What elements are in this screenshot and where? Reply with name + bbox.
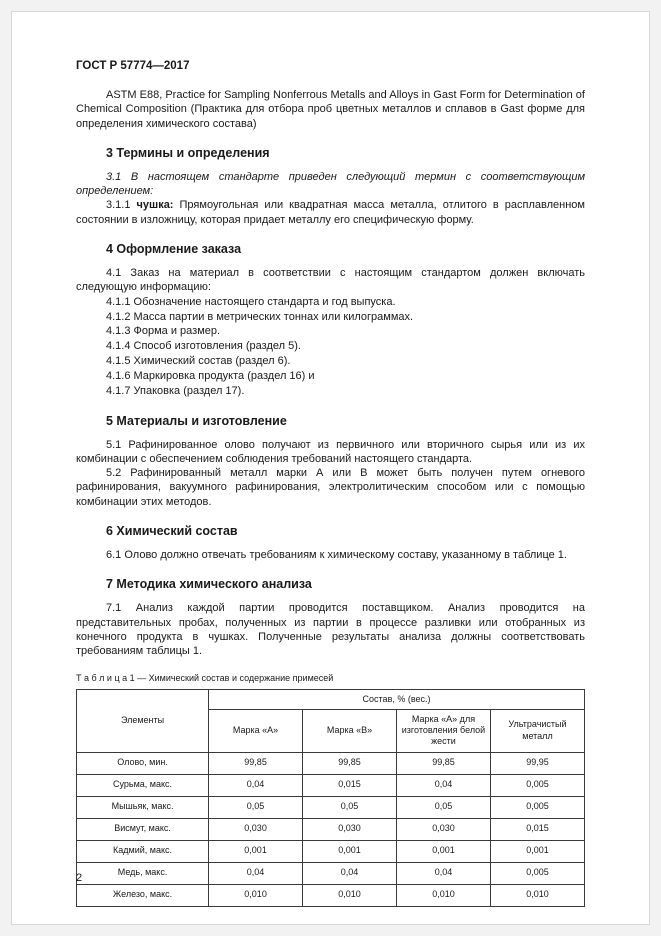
list-item-4-1-5: 4.1.5 Химический состав (раздел 6). [106,355,291,368]
table-cell: 0,010 [490,884,584,906]
table-cell: 0,04 [397,862,491,884]
list-item-4-1-4: 4.1.4 Способ изготовления (раздел 5). [106,340,301,353]
table-cell: Мышьяк, макс. [77,796,209,818]
section-6-title: 6 Химический состав [106,524,238,539]
table-row [77,774,585,796]
paragraph-7-1: 7.1 Анализ каждой партии проводится поставщиком. Анализ проводится на представительных пробах, полученных из партии в процессе разливки или отобранных из конечного продукта в чушках. Полученные результаты анализа должны соответствовать требованиям таблицы 1. [76,602,585,658]
column-header-grade-b: Марка «В» [303,709,397,752]
list-item-4-1-3: 4.1.3 Форма и размер. [106,325,221,338]
table-cell: 0,015 [490,818,584,840]
table-cell: 99,85 [303,752,397,774]
table-cell: 0,030 [209,818,303,840]
table-cell: 0,04 [209,774,303,796]
list-item-4-1-6: 4.1.6 Маркировка продукта (раздел 16) и [106,369,315,382]
table-cell: 0,005 [490,774,584,796]
paragraph-6-1: 6.1 Олово должно отвечать требованиям к химическому составу, указанному в таблице 1. [106,549,567,562]
clause-number: 3.1.1 [106,199,137,212]
table-cell: 0,005 [490,796,584,818]
table-cell: Сурьма, макс. [77,774,209,796]
section-4-title: 4 Оформление заказа [106,242,242,257]
column-group-header: Состав, % (вес.) [209,689,585,709]
table-cell: 0,001 [490,840,584,862]
table-cell: 0,015 [303,774,397,796]
table-cell: Железо, макс. [77,884,209,906]
section-7-title: 7 Методика химического анализа [106,577,312,592]
table-cell: 0,010 [303,884,397,906]
term-definition: Прямоугольная или квадратная масса металла, отлитого в расплавленном состоянии в изложницу, которая придает металлу его специфическую форму. [76,199,585,226]
intro-paragraph: ASTM E88, Practice for Sampling Nonferrous Metalls and Alloys in Gast Form for Determination of Chemical Composition (Практика для отбора проб цветных металлов и сплавов в Gast форме для определения химического состава) [76,89,585,130]
table-cell: 0,05 [209,796,303,818]
paragraph-4-1: 4.1 Заказ на материал в соответствии с настоящим стандартом должен включать следующую информацию: [76,267,585,294]
chemical-composition-table [76,689,585,907]
table-cell: 0,04 [303,862,397,884]
table-cell: 0,05 [397,796,491,818]
table-cell: 0,04 [209,862,303,884]
page-number: 2 [76,872,83,884]
table-cell: 0,010 [397,884,491,906]
paragraph-5-1: 5.1 Рафинированное олово получают из первичного или вторичного сырья или из их комбинации с обеспечением соблюдения требований настоящего стандарта. [76,438,585,465]
table-row [77,840,585,862]
list-item-4-1-2: 4.1.2 Масса партии в метрических тоннах или килограммах. [106,310,414,323]
table-cell: Кадмий, макс. [77,840,209,862]
standard-number-header: ГОСТ Р 57774—2017 [76,60,190,72]
table-row [77,862,585,884]
section-3-title: 3 Термины и определения [106,145,270,160]
table-header-row-group [77,689,585,709]
paragraph-5-2: 5.2 Рафинированный металл марки А или В может быть получен путем огневого рафинирования, вакуумного рафинирования, электролитическим способом или с помощью комбинации этих методов. [76,467,585,508]
table-cell: 0,05 [303,796,397,818]
table-cell: Висмут, макс. [77,818,209,840]
table-cell: 0,030 [303,818,397,840]
table-row [77,752,585,774]
paragraph-3-1-1 [76,198,585,227]
table-cell: 99,85 [397,752,491,774]
column-header-grade-a: Марка «А» [209,709,303,752]
table-row [77,818,585,840]
table-cell: 0,001 [397,840,491,862]
column-header-ultrapure: Ультрачистый металл [490,709,584,752]
table-cell: Олово, мин. [77,752,209,774]
table-row [77,884,585,906]
table-cell: 0,005 [490,862,584,884]
section-5-title: 5 Материалы и изготовление [106,413,287,428]
table-cell: 99,95 [490,752,584,774]
term-bold: чушка: [136,199,174,212]
table-row [77,796,585,818]
column-header-grade-a-tinplate: Марка «А» для изготовления белой жести [397,709,491,752]
table-cell: 0,030 [397,818,491,840]
document-page [11,11,650,925]
table-cell: 0,04 [397,774,491,796]
paragraph-3-1: 3.1 В настоящем стандарте приведен следующий термин с соответствующим определением: [76,170,585,198]
table-cell: Медь, макс. [77,862,209,884]
table-caption: Т а б л и ц а 1 — Химический состав и содержание примесей [76,672,334,683]
table-cell: 99,85 [209,752,303,774]
column-header-elements: Элементы [77,689,209,752]
table-cell: 0,010 [209,884,303,906]
list-item-4-1-1: 4.1.1 Обозначение настоящего стандарта и год выпуска. [106,295,396,308]
table-cell: 0,001 [303,840,397,862]
table-cell: 0,001 [209,840,303,862]
list-item-4-1-7: 4.1.7 Упаковка (раздел 17). [106,384,245,397]
